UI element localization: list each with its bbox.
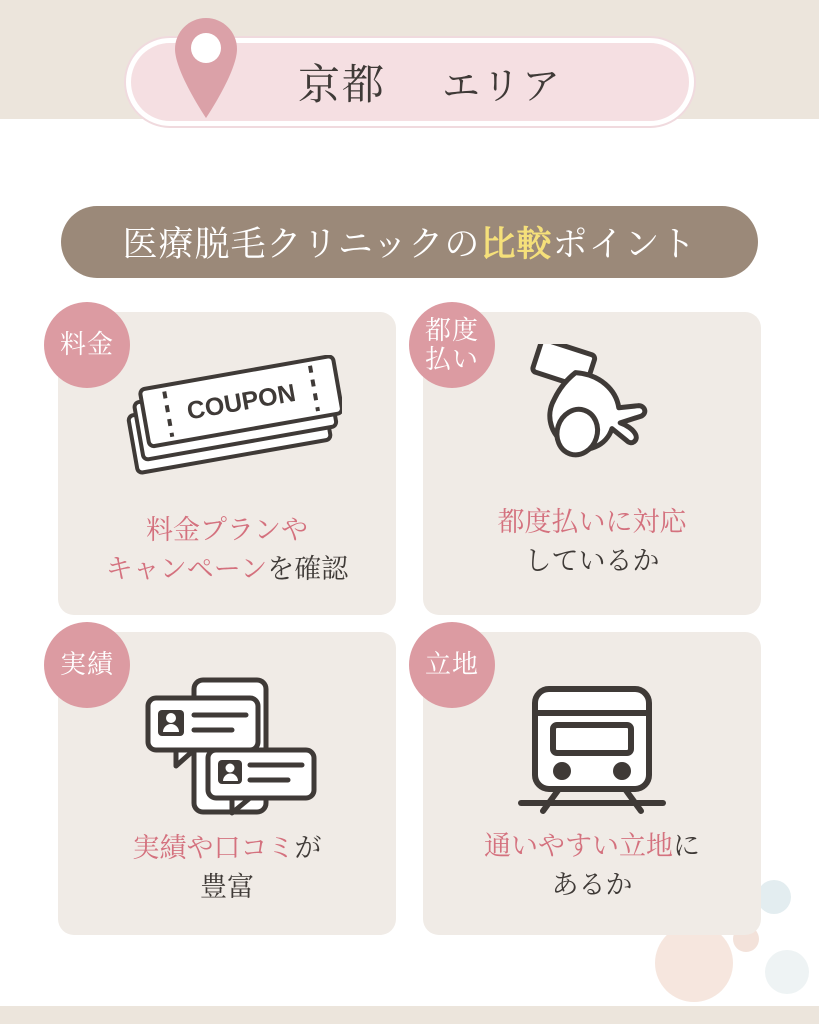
- caption-pay-per-session: [423, 503, 761, 581]
- caption-price: [58, 511, 396, 589]
- heading-prefix: 医療脱毛クリニックの: [122, 225, 481, 264]
- caption-line-1: 都度払いに対応: [497, 506, 687, 537]
- card-location: [423, 632, 761, 935]
- bottom-band: [0, 1006, 819, 1024]
- caption-line-2: 豊富: [200, 871, 254, 902]
- badge-line-2: 払い: [424, 344, 479, 374]
- area-word: エリア: [442, 65, 563, 108]
- caption-line-2-plain: を確認: [267, 553, 349, 584]
- caption-reviews: [58, 829, 396, 907]
- caption-line-2: あるか: [551, 869, 633, 900]
- decorative-blob: [757, 880, 791, 914]
- card-price: [58, 312, 396, 615]
- badge-line-1: 都度: [424, 314, 479, 345]
- card-pay-per-session: [423, 312, 761, 615]
- badge-pay-per-session: [409, 302, 495, 388]
- caption-line-2-pink: キャンペーン: [105, 553, 268, 584]
- caption-line-1-pink: 通いやすい立地: [484, 830, 673, 861]
- caption-line-1-pink: 実績や口コミ: [132, 832, 295, 863]
- section-heading: [61, 206, 758, 278]
- caption-line-1: 料金プランや: [146, 514, 308, 545]
- decorative-blob: [655, 924, 733, 1002]
- decorative-blob: [765, 950, 809, 994]
- badge-reviews: 実績: [44, 622, 130, 708]
- badge-location: 立地: [409, 622, 495, 708]
- area-name: 京都: [297, 61, 386, 108]
- caption-line-2: しているか: [524, 545, 660, 576]
- badge-price: 料金: [44, 302, 130, 388]
- caption-line-1-plain: が: [294, 832, 322, 863]
- heading-suffix: ポイント: [552, 225, 697, 264]
- caption-location: [423, 827, 761, 905]
- area-banner: [124, 36, 696, 128]
- coupon-label: COUPON: [184, 378, 298, 426]
- caption-line-1-plain: に: [673, 830, 700, 861]
- heading-highlight: 比較: [480, 225, 553, 264]
- comparison-points-grid: [58, 312, 761, 935]
- card-reviews: [58, 632, 396, 935]
- map-pin-icon: [170, 16, 242, 120]
